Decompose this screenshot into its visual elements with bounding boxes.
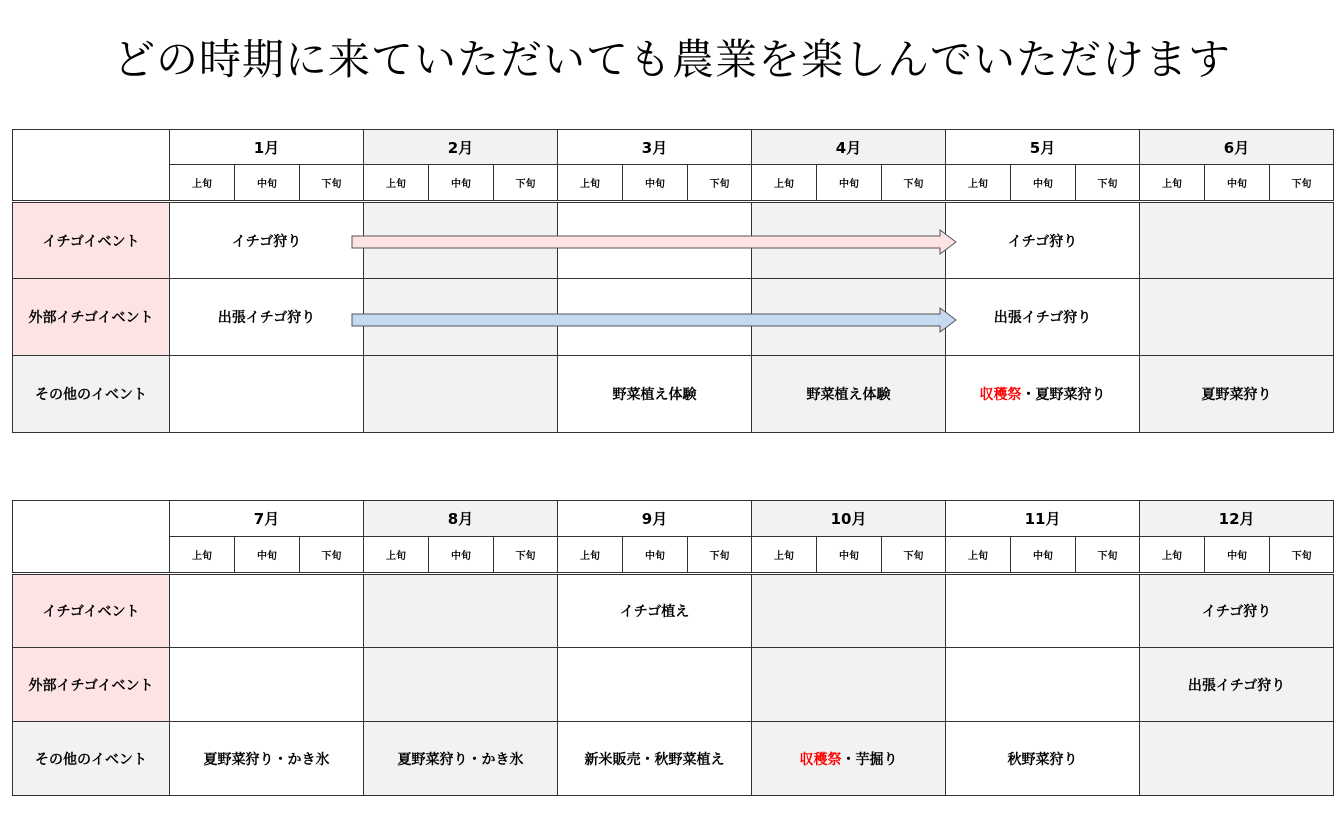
month-header: 11月 <box>946 501 1140 537</box>
row-label-external: 外部イチゴイベント <box>13 279 170 356</box>
event-cell-harvest-festival <box>946 356 1140 433</box>
event-cell: 出張イチゴ狩り <box>170 279 364 356</box>
row-label-external: 外部イチゴイベント <box>13 648 170 722</box>
event-cell: 新米販売・秋野菜植え <box>558 722 752 796</box>
page-title: どの時期に来ていただいても農業を楽しんでいただけます <box>112 35 1231 84</box>
period-early: 上旬 <box>1140 165 1205 202</box>
period-mid: 中旬 <box>235 537 300 574</box>
external-ichigo-period-arrow <box>350 306 962 334</box>
highlight-text: 収穫祭 <box>979 387 1022 403</box>
corner-cell <box>13 501 170 574</box>
event-cell <box>752 648 946 722</box>
event-cell: イチゴ狩り <box>946 202 1140 279</box>
period-early: 上旬 <box>558 165 623 202</box>
period-late: 下旬 <box>1270 537 1334 574</box>
event-cell <box>752 574 946 648</box>
period-mid: 中旬 <box>817 537 882 574</box>
event-cell <box>1140 202 1334 279</box>
period-late: 下旬 <box>882 537 946 574</box>
period-mid: 中旬 <box>817 165 882 202</box>
event-cell: 夏野菜狩り・かき氷 <box>364 722 558 796</box>
calendar-table-jul-dec <box>12 500 1334 796</box>
period-late: 下旬 <box>494 537 558 574</box>
period-mid: 中旬 <box>1205 537 1270 574</box>
row-label-other: その他のイベント <box>13 356 170 433</box>
event-cell: イチゴ植え <box>558 574 752 648</box>
period-mid: 中旬 <box>623 537 688 574</box>
row-label-other: その他のイベント <box>13 722 170 796</box>
event-cell-harvest-festival <box>752 722 946 796</box>
event-cell <box>1140 279 1334 356</box>
event-cell <box>170 648 364 722</box>
month-header: 1月 <box>170 130 364 165</box>
highlight-text: 収穫祭 <box>799 751 842 768</box>
period-late: 下旬 <box>1270 165 1334 202</box>
event-cell <box>558 648 752 722</box>
period-early: 上旬 <box>946 165 1011 202</box>
period-mid: 中旬 <box>1205 165 1270 202</box>
event-cell: 野菜植え体験 <box>558 356 752 433</box>
period-early: 上旬 <box>170 537 235 574</box>
month-header: 12月 <box>1140 501 1334 537</box>
period-early: 上旬 <box>170 165 235 202</box>
period-late: 下旬 <box>1076 165 1140 202</box>
event-cell <box>364 648 558 722</box>
period-mid: 中旬 <box>1011 537 1076 574</box>
period-mid: 中旬 <box>235 165 300 202</box>
month-header: 10月 <box>752 501 946 537</box>
period-late: 下旬 <box>1076 537 1140 574</box>
event-cell <box>946 574 1140 648</box>
period-late: 下旬 <box>300 165 364 202</box>
event-cell: 野菜植え体験 <box>752 356 946 433</box>
period-mid: 中旬 <box>429 165 494 202</box>
month-header: 7月 <box>170 501 364 537</box>
event-cell: 夏野菜狩り <box>1140 356 1334 433</box>
month-header: 2月 <box>364 130 558 165</box>
row-label-ichigo: イチゴイベント <box>13 574 170 648</box>
month-header: 6月 <box>1140 130 1334 165</box>
period-mid: 中旬 <box>623 165 688 202</box>
event-cell: 秋野菜狩り <box>946 722 1140 796</box>
event-cell: 出張イチゴ狩り <box>946 279 1140 356</box>
period-mid: 中旬 <box>429 537 494 574</box>
event-cell: イチゴ狩り <box>1140 574 1334 648</box>
ichigo-period-arrow <box>350 228 962 256</box>
period-early: 上旬 <box>1140 537 1205 574</box>
period-early: 上旬 <box>946 537 1011 574</box>
event-text: ・夏野菜狩り <box>1021 387 1106 403</box>
corner-cell <box>13 130 170 202</box>
period-early: 上旬 <box>364 537 429 574</box>
row-label-ichigo: イチゴイベント <box>13 202 170 279</box>
event-cell <box>170 574 364 648</box>
period-mid: 中旬 <box>1011 165 1076 202</box>
period-late: 下旬 <box>300 537 364 574</box>
period-early: 上旬 <box>752 537 817 574</box>
month-header: 4月 <box>752 130 946 165</box>
event-text: ・芋掘り <box>841 751 898 768</box>
period-early: 上旬 <box>752 165 817 202</box>
calendar-table-jan-jun <box>12 129 1334 433</box>
event-cell <box>1140 722 1334 796</box>
period-late: 下旬 <box>688 537 752 574</box>
event-cell <box>364 356 558 433</box>
period-late: 下旬 <box>688 165 752 202</box>
event-cell <box>946 648 1140 722</box>
month-header: 5月 <box>946 130 1140 165</box>
event-cell: 夏野菜狩り・かき氷 <box>170 722 364 796</box>
month-header: 9月 <box>558 501 752 537</box>
event-cell <box>364 574 558 648</box>
period-early: 上旬 <box>558 537 623 574</box>
event-cell <box>170 356 364 433</box>
event-cell: 出張イチゴ狩り <box>1140 648 1334 722</box>
period-late: 下旬 <box>494 165 558 202</box>
period-late: 下旬 <box>882 165 946 202</box>
month-header: 3月 <box>558 130 752 165</box>
event-cell: イチゴ狩り <box>170 202 364 279</box>
month-header: 8月 <box>364 501 558 537</box>
period-early: 上旬 <box>364 165 429 202</box>
